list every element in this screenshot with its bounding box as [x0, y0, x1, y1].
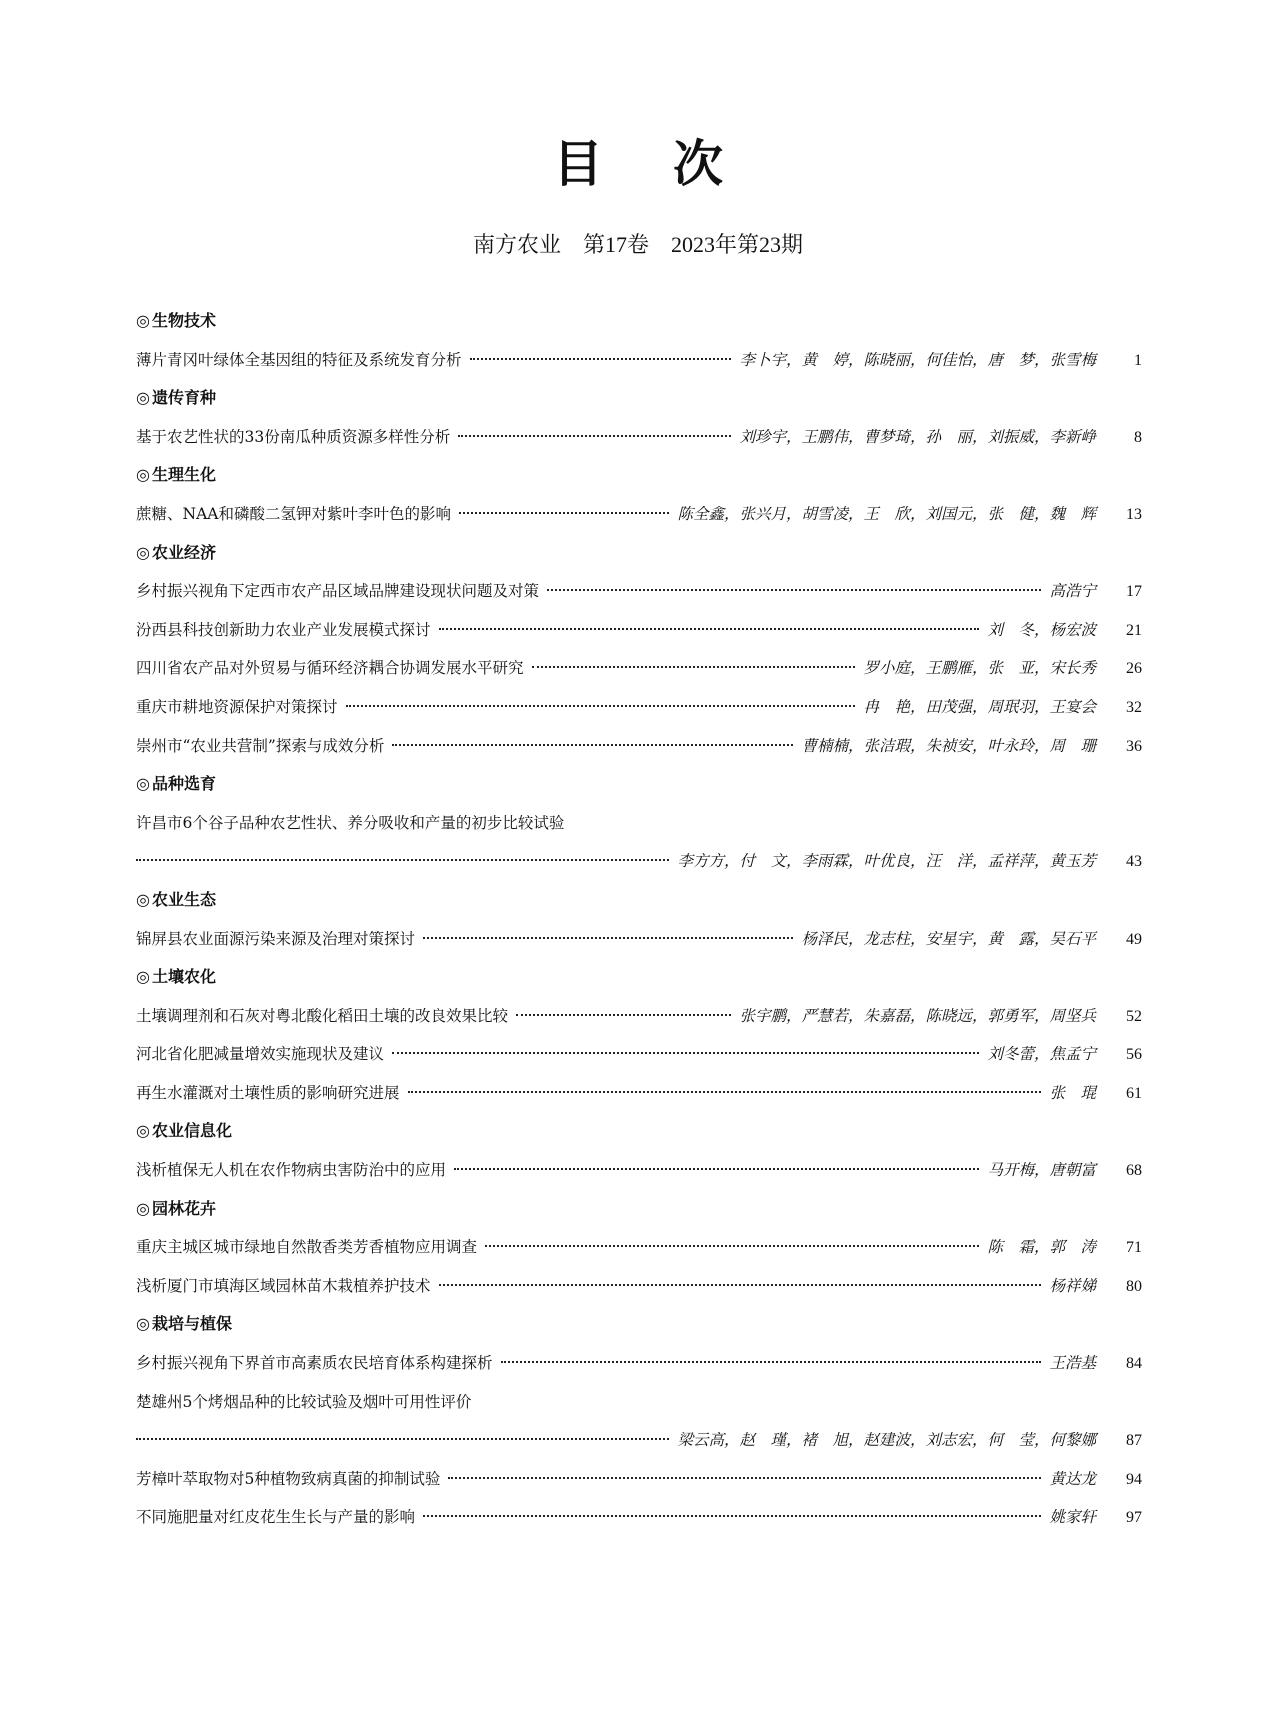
article-authors: 李方方，付 文，李雨霖，叶优良，汪 洋，孟祥萍，黄玉芳	[677, 852, 1096, 871]
section-heading	[136, 456, 1142, 495]
toc-entry[interactable]	[136, 649, 1142, 688]
dot-leader	[408, 1091, 1042, 1093]
section-marker-icon: ◎	[136, 1121, 150, 1141]
section-marker-icon: ◎	[136, 967, 150, 987]
section-name: 土壤农化	[151, 967, 216, 987]
page-number: 68	[1126, 1162, 1142, 1180]
section-name: 园林花卉	[151, 1198, 216, 1218]
dot-leader	[346, 705, 856, 707]
page-number: 17	[1126, 583, 1142, 601]
toc-entry[interactable]	[136, 1228, 1142, 1267]
dot-leader	[439, 1284, 1042, 1286]
page-number: 61	[1126, 1084, 1142, 1102]
article-title[interactable]: 许昌市6个谷子品种农艺性状、养分吸收和产量的初步比较试验	[136, 813, 565, 832]
article-title[interactable]: 不同施肥量对红皮花生生长与产量的影响	[136, 1508, 416, 1527]
dot-leader	[547, 589, 1041, 591]
toc-entry[interactable]	[136, 495, 1142, 534]
page-number: 13	[1126, 505, 1142, 523]
toc-entry[interactable]	[136, 418, 1142, 457]
article-title[interactable]: 蔗糖、NAA和磷酸二氢钾对紫叶李叶色的影响	[136, 504, 451, 523]
article-title[interactable]: 基于农艺性状的33份南瓜种质资源多样性分析	[136, 427, 451, 446]
article-authors: 罗小庭，王鹏雁，张 亚，宋长秀	[863, 659, 1096, 678]
article-authors: 冉 艳，田茂强，周珉羽，王宴会	[863, 697, 1096, 716]
section-heading	[136, 379, 1142, 418]
dot-leader	[501, 1361, 1042, 1363]
section-name: 栽培与植保	[151, 1314, 232, 1334]
article-authors: 刘珍宇，王鹏伟，曹梦琦，孙 丽，刘振威，李新峥	[739, 427, 1096, 446]
section-name: 品种选育	[151, 774, 216, 794]
section-heading	[136, 302, 1142, 341]
dot-leader	[458, 435, 731, 437]
page-number: 43	[1126, 853, 1142, 871]
section-heading	[136, 958, 1142, 997]
toc-entry[interactable]	[136, 842, 1142, 881]
article-authors: 黄达龙	[1049, 1469, 1096, 1488]
article-authors: 梁云高，赵 瑾，褚 旭，赵建波，刘志宏，何 莹，何黎娜	[677, 1431, 1096, 1450]
article-title[interactable]: 河北省化肥减量增效实施现状及建议	[136, 1045, 385, 1064]
dot-leader	[459, 512, 670, 514]
page-number: 8	[1134, 428, 1142, 446]
page-number: 26	[1126, 660, 1142, 678]
section-name: 遗传育种	[151, 388, 216, 408]
toc-entry[interactable]	[136, 611, 1142, 650]
toc-entry[interactable]	[136, 1151, 1142, 1190]
page-number: 84	[1126, 1355, 1142, 1373]
section-marker-icon: ◎	[136, 388, 150, 408]
section-marker-icon: ◎	[136, 1314, 150, 1334]
toc-entry[interactable]	[136, 1344, 1142, 1383]
toc-entry[interactable]	[136, 1267, 1142, 1306]
page-number: 56	[1126, 1046, 1142, 1064]
article-title[interactable]: 芳樟叶萃取物对5种植物致病真菌的抑制试验	[136, 1469, 441, 1488]
article-authors: 刘 冬，杨宏波	[987, 620, 1096, 639]
toc-entry[interactable]	[136, 341, 1142, 380]
section-heading	[136, 1190, 1142, 1229]
article-authors: 陈 霜，郭 涛	[987, 1238, 1096, 1257]
dot-leader	[470, 358, 732, 360]
article-authors: 马开梅，唐朝富	[987, 1161, 1096, 1180]
toc-entry[interactable]	[136, 1074, 1142, 1113]
page-number: 97	[1126, 1509, 1142, 1527]
page-number: 36	[1126, 737, 1142, 755]
dot-leader	[516, 1014, 731, 1016]
section-marker-icon: ◎	[136, 311, 150, 330]
toc-entry[interactable]	[136, 688, 1142, 727]
article-title[interactable]: 四川省农产品对外贸易与循环经济耦合协调发展水平研究	[136, 659, 524, 678]
toc-entry[interactable]	[136, 727, 1142, 766]
page-number: 80	[1126, 1277, 1142, 1295]
page-number: 94	[1126, 1470, 1142, 1488]
page-title: 目次	[553, 135, 793, 193]
article-authors: 陈全鑫，张兴月，胡雪凌，王 欣，刘国元，张 健，魏 辉	[677, 504, 1096, 523]
article-title[interactable]: 锦屏县农业面源污染来源及治理对策探讨	[136, 929, 416, 948]
dot-leader	[532, 666, 856, 668]
section-heading	[136, 1305, 1142, 1344]
article-authors: 曹楠楠，张洁瑕，朱祯安，叶永玲，周 珊	[801, 736, 1096, 755]
article-authors: 王浩基	[1049, 1354, 1096, 1373]
section-name: 生理生化	[151, 465, 216, 485]
dot-leader	[439, 628, 980, 630]
article-authors: 杨泽民，龙志柱，安星宇，黄 露，吴石平	[801, 929, 1096, 948]
article-authors: 高浩宁	[1049, 582, 1096, 601]
dot-leader	[454, 1168, 979, 1170]
table-of-contents	[136, 302, 1142, 1537]
page-number: 32	[1126, 698, 1142, 716]
article-title[interactable]: 楚雄州5个烤烟品种的比较试验及烟叶可用性评价	[136, 1392, 472, 1411]
section-name: 生物技术	[151, 311, 216, 330]
article-title[interactable]: 汾西县科技创新助力农业产业发展模式探讨	[136, 620, 431, 639]
dot-leader	[392, 1052, 979, 1054]
article-title[interactable]: 重庆主城区城市绿地自然散香类芳香植物应用调查	[136, 1238, 478, 1257]
dot-leader	[423, 1515, 1041, 1517]
article-title[interactable]: 崇州市“农业共营制”探索与成效分析	[136, 736, 385, 755]
article-authors: 刘冬蕾，焦孟宁	[987, 1045, 1096, 1064]
section-marker-icon: ◎	[136, 889, 150, 909]
section-name: 农业经济	[151, 542, 216, 562]
article-title[interactable]: 浅析植保无人机在农作物病虫害防治中的应用	[136, 1161, 447, 1180]
section-heading	[136, 534, 1142, 573]
article-title[interactable]: 再生水灌溉对土壤性质的影响研究进展	[136, 1083, 400, 1102]
section-heading	[136, 1112, 1142, 1151]
toc-entry[interactable]	[136, 1421, 1142, 1460]
article-title[interactable]: 乡村振兴视角下界首市高素质农民培育体系构建探析	[136, 1354, 493, 1373]
dot-leader	[392, 744, 793, 746]
page-number: 52	[1126, 1007, 1142, 1025]
dot-leader	[136, 1438, 669, 1440]
page-number: 71	[1126, 1239, 1142, 1257]
article-title[interactable]: 重庆市耕地资源保护对策探讨	[136, 697, 338, 716]
page-number: 21	[1126, 621, 1142, 639]
section-heading	[136, 765, 1142, 804]
dot-leader	[136, 859, 669, 861]
section-marker-icon: ◎	[136, 1198, 150, 1218]
article-title[interactable]: 浅析厦门市填海区域园林苗木栽植养护技术	[136, 1276, 431, 1295]
article-authors: 李卜宇，黄 婷，陈晓丽，何佳怡，唐 梦，张雪梅	[739, 350, 1096, 369]
toc-entry[interactable]	[136, 1035, 1142, 1074]
toc-entry[interactable]	[136, 1460, 1142, 1499]
section-marker-icon: ◎	[136, 542, 150, 562]
toc-entry[interactable]	[136, 572, 1142, 611]
section-name: 农业信息化	[151, 1121, 232, 1141]
toc-entry[interactable]	[136, 1498, 1142, 1537]
section-marker-icon: ◎	[136, 774, 150, 794]
article-title[interactable]: 土壤调理剂和石灰对粤北酸化稻田土壤的改良效果比较	[136, 1006, 509, 1025]
journal-issue-line: 南方农业 第17卷 2023年第23期	[472, 232, 803, 257]
page-number: 87	[1126, 1432, 1142, 1450]
article-title[interactable]: 薄片青冈叶绿体全基因组的特征及系统发育分析	[136, 350, 462, 369]
article-authors: 张宇鹏，严慧若，朱嘉磊，陈晓远，郭勇军，周坚兵	[739, 1006, 1096, 1025]
article-authors: 张 琨	[1049, 1083, 1096, 1102]
dot-leader	[448, 1477, 1041, 1479]
page-number: 1	[1134, 351, 1142, 369]
toc-entry[interactable]	[136, 920, 1142, 959]
dot-leader	[423, 937, 793, 939]
dot-leader	[485, 1245, 979, 1247]
article-authors: 姚家轩	[1049, 1508, 1096, 1527]
section-name: 农业生态	[151, 889, 216, 909]
section-marker-icon: ◎	[136, 465, 150, 485]
section-heading	[136, 881, 1142, 920]
toc-entry[interactable]	[136, 997, 1142, 1036]
page-number: 49	[1126, 930, 1142, 948]
article-authors: 杨祥娣	[1049, 1276, 1096, 1295]
article-title[interactable]: 乡村振兴视角下定西市农产品区域品牌建设现状问题及对策	[136, 582, 540, 601]
